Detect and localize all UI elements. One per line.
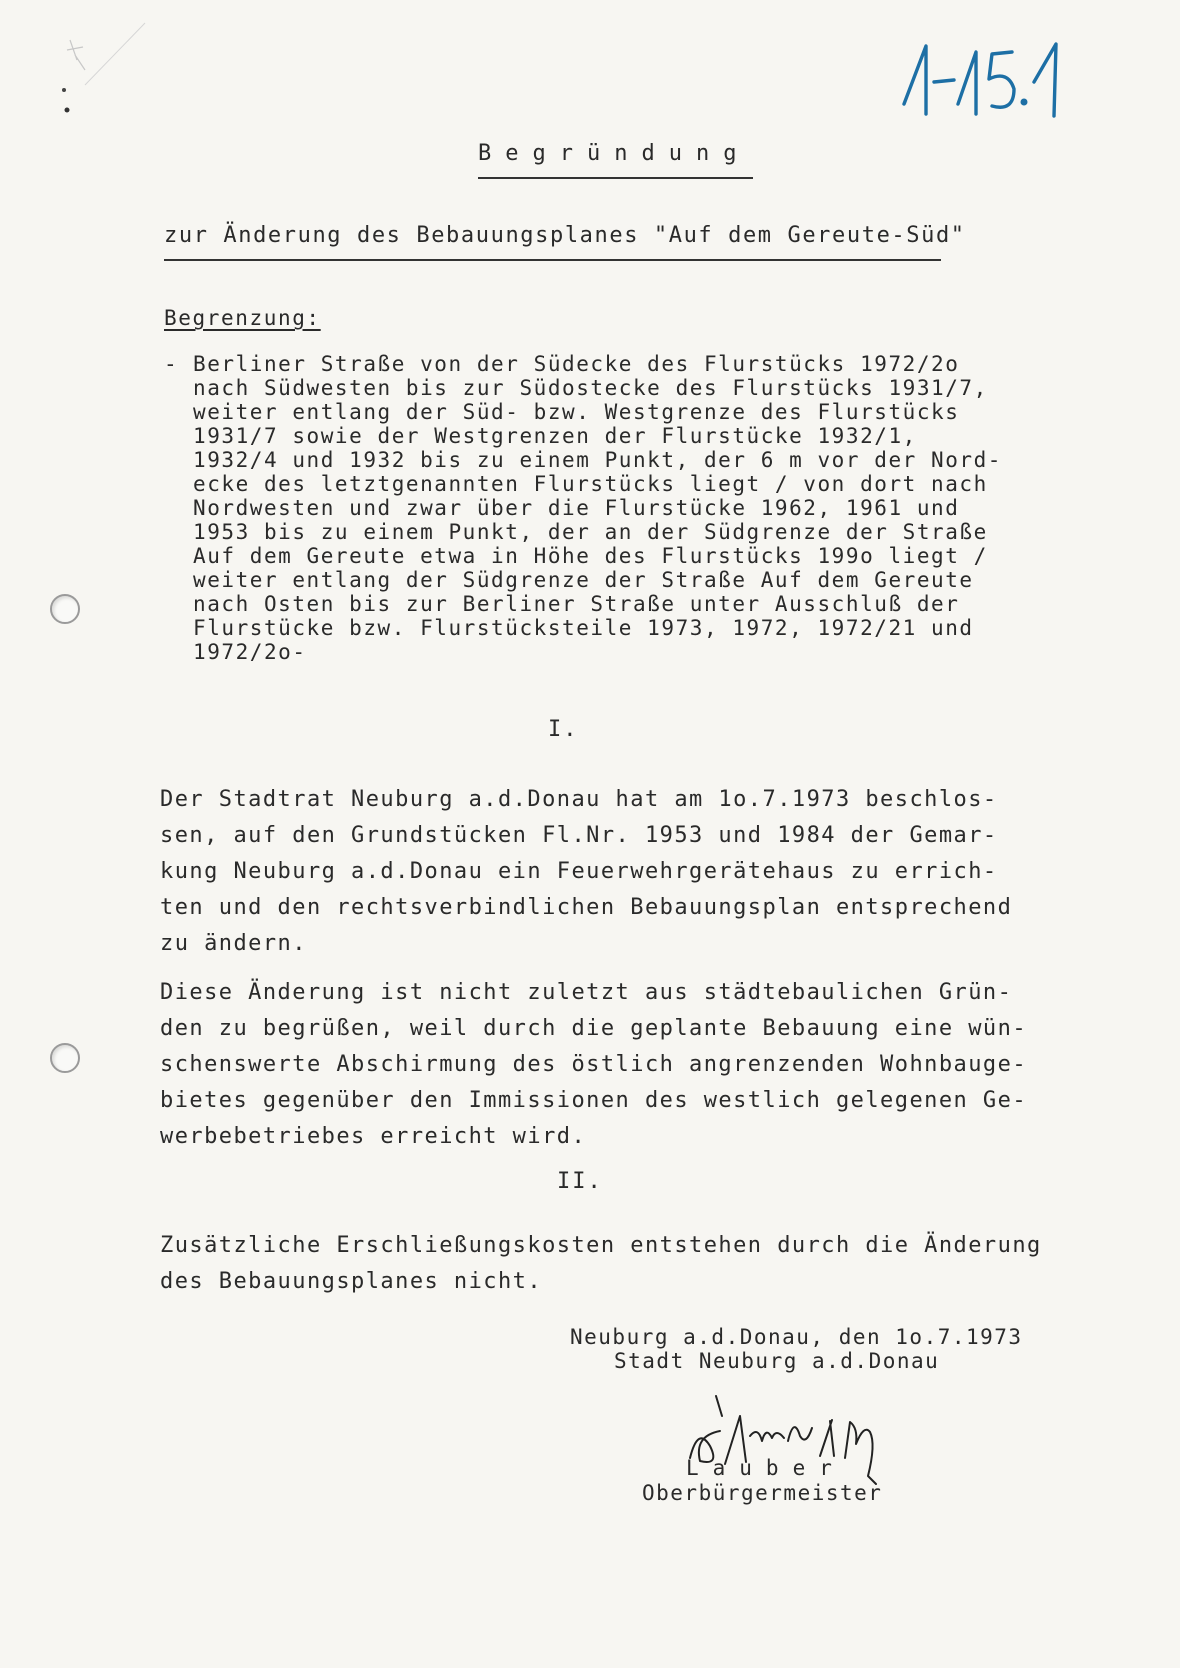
text-line: nach Südwesten bis zur Südostecke des Flurstücks 1931/7, (193, 376, 988, 400)
punch-hole (50, 1043, 80, 1073)
boundary-description (193, 352, 1013, 664)
council-decision-paragraph (160, 782, 1020, 962)
justification-paragraph (160, 975, 1028, 1155)
punch-hole (50, 594, 80, 624)
signer-name: Lauber (686, 1456, 846, 1480)
title-underline (478, 177, 753, 179)
text-line: 1932/4 und 1932 bis zu einem Punkt, der 6 m vor der Nord- (193, 448, 1003, 472)
text-line: schenswerte Abschirmung des östlich angrenzenden Wohnbauge- (160, 1052, 1028, 1077)
boundary-list-dash: - (164, 352, 177, 376)
text-line: werbebetriebes erreicht wird. (160, 1124, 587, 1149)
text-line: bietes gegenüber den Immissionen des westlich gelegenen Ge- (160, 1088, 1028, 1113)
text-line: 1931/7 sowie der Westgrenzen der Flurstücke 1932/1, (193, 424, 917, 448)
handwritten-reference-number (896, 34, 1116, 124)
text-line: des Bebauungsplanes nicht. (160, 1269, 543, 1294)
text-line: Diese Änderung ist nicht zuletzt aus städtebaulichen Grün- (160, 980, 1013, 1005)
text-line: Flurstücke bzw. Flurstücksteile 1973, 1972, 1972/21 und (193, 616, 974, 640)
section-numeral-1: I. (548, 717, 579, 742)
costs-paragraph (160, 1228, 1042, 1300)
boundary-heading: Begrenzung: (164, 306, 321, 330)
text-line: den zu begrüßen, weil durch die geplante Bebauung eine wün- (160, 1016, 1028, 1041)
text-line: Zusätzliche Erschließungskosten entstehen durch die Änderung (160, 1233, 1042, 1258)
text-line: weiter entlang der Süd- bzw. Westgrenze des Flurstücks (193, 400, 960, 424)
section-numeral-2: II. (557, 1169, 603, 1194)
document-title: Begründung (478, 141, 751, 166)
text-line: Nordwesten und zwar über die Flurstücke 1962, 1961 und (193, 496, 960, 520)
signer-title: Oberbürgermeister (642, 1481, 883, 1505)
text-line: kung Neuburg a.d.Donau ein Feuerwehrgerätehaus zu errich- (160, 859, 998, 884)
corner-stamp-mark (55, 15, 165, 125)
document-subtitle: zur Änderung des Bebauungsplanes "Auf dem Gereute-Süd" (164, 223, 966, 248)
text-line: Berliner Straße von der Südecke des Flurstücks 1972/2o (193, 352, 960, 376)
closing-block (570, 1325, 1023, 1373)
text-line: ecke des letztgenannten Flurstücks liegt / von dort nach (193, 472, 988, 496)
text-line: weiter entlang der Südgrenze der Straße Auf dem Gereute (193, 568, 974, 592)
text-line: ten und den rechtsverbindlichen Bebauungsplan entsprechend (160, 895, 1013, 920)
text-line: zu ändern. (160, 931, 307, 956)
text-line: Auf dem Gereute etwa in Höhe des Flurstücks 199o liegt / (193, 544, 988, 568)
issuing-authority: Stadt Neuburg a.d.Donau (614, 1349, 940, 1373)
text-line: 1953 bis zu einem Punkt, der an der Südgrenze der Straße (193, 520, 988, 544)
place-date: Neuburg a.d.Donau, den 1o.7.1973 (570, 1325, 1023, 1349)
subtitle-underline (164, 259, 941, 261)
text-line: sen, auf den Grundstücken Fl.Nr. 1953 und 1984 der Gemar- (160, 823, 998, 848)
text-line: 1972/2o- (193, 640, 307, 664)
text-line: Der Stadtrat Neuburg a.d.Donau hat am 1o.7.1973 beschlos- (160, 787, 998, 812)
text-line: nach Osten bis zur Berliner Straße unter Ausschluß der (193, 592, 960, 616)
